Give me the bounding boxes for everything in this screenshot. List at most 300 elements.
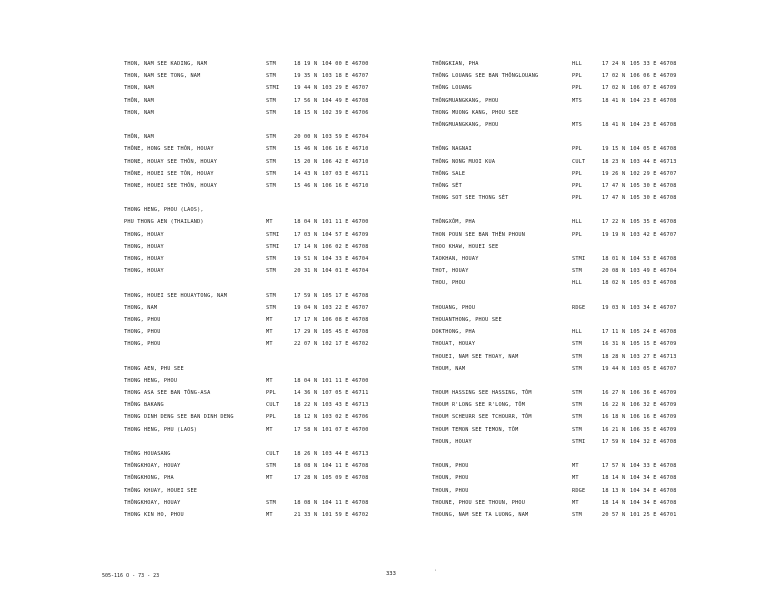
gazetteer-entry (124, 326, 424, 338)
row-spacer (124, 277, 424, 289)
entry-latitude: 19 44 N (602, 365, 626, 372)
entry-longitude: 105 03 E 46708 (630, 280, 677, 287)
gazetteer-entry (432, 156, 748, 168)
entry-longitude: 104 11 E 46708 (322, 499, 369, 506)
entry-longitude: 103 29 E 46707 (322, 85, 369, 92)
entry-latitude: 18 08 N (294, 499, 318, 506)
entry-longitude: 102 39 E 46706 (322, 109, 369, 116)
entry-latitude: 18 04 N (294, 377, 318, 384)
entry-name: THONG HENG, PHU (LAOS) (124, 426, 198, 433)
gazetteer-entry (432, 509, 748, 521)
entry-longitude: 106 06 E 46709 (630, 73, 677, 80)
entry-name: THONG, PHOU (124, 341, 161, 348)
entry-longitude: 107 03 E 46711 (322, 170, 369, 177)
entry-type: STM (266, 268, 276, 275)
entry-longitude: 104 23 E 46708 (630, 121, 677, 128)
footer-code: 505-116 O - 73 - 23 (102, 573, 160, 579)
entry-type: STM (266, 292, 276, 299)
row-spacer (124, 436, 424, 448)
entry-latitude: 17 58 N (294, 426, 318, 433)
entry-longitude: 103 18 E 46707 (322, 73, 369, 80)
entry-longitude: 104 33 E 46704 (322, 256, 369, 262)
entry-latitude: 18 02 N (602, 280, 626, 287)
entry-latitude: 19 51 N (294, 256, 318, 262)
entry-name: THON POUN SEE BAN THÈN PHOUN (432, 231, 526, 238)
gazetteer-entry (432, 387, 748, 399)
entry-type: PPL (572, 231, 582, 238)
gazetteer-entry (432, 192, 748, 204)
entry-latitude: 19 26 N (602, 170, 626, 177)
entry-latitude: 20 31 N (294, 268, 318, 275)
gazetteer-entry (124, 411, 424, 423)
entry-longitude: 103 34 E 46707 (630, 304, 677, 311)
entry-name: THOT, HOUAY (432, 268, 469, 275)
entry-name: THOUM SCHEURR SEE TCHOURR, TÔM (432, 414, 532, 421)
entry-type: STM (266, 158, 276, 165)
gazetteer-entry (432, 253, 748, 265)
entry-name: THOUM R'LONG SEE R'LONG, TÔM (432, 402, 526, 409)
entry-type: STM (266, 256, 276, 262)
gazetteer-entry (432, 302, 748, 314)
entry-latitude: 17 47 N (602, 195, 626, 202)
entry-latitude: 16 18 N (602, 414, 626, 421)
entry-name: THOUN, PHOU (432, 487, 469, 494)
gazetteer-entry (124, 460, 424, 472)
entry-latitude: 17 11 N (602, 329, 626, 336)
gazetteer-entry (124, 472, 424, 484)
left-column (124, 58, 424, 521)
entry-name: THOUNG, NAM SEE TA LUONG, NAM (432, 511, 529, 518)
entry-type: HLL (572, 61, 582, 67)
entry-name: PHU THONG AEN (THAILAND) (124, 219, 204, 226)
entry-longitude: 103 02 E 46706 (322, 414, 369, 421)
entry-longitude: 104 11 E 46708 (322, 463, 369, 470)
entry-type: CULT (266, 451, 280, 457)
entry-longitude: 105 17 E 46708 (322, 292, 369, 299)
entry-name: THON, NAM SEE KADING, NAM (124, 61, 208, 67)
entry-type: STM (572, 341, 582, 348)
entry-type: RDGE (572, 304, 586, 311)
entry-name: THOUM, NAM (432, 365, 466, 372)
entry-type: PPL (572, 73, 582, 80)
entry-longitude: 101 59 E 46702 (322, 511, 369, 518)
gazetteer-entry (124, 387, 424, 399)
entry-name: THON, NAM (124, 85, 154, 92)
gazetteer-entry (124, 265, 424, 277)
entry-longitude: 106 32 E 46709 (630, 402, 677, 409)
entry-name: THONG, HOUEI SEE HOUAYTONG, NAM (124, 292, 228, 299)
gazetteer-entry (432, 436, 748, 448)
entry-name: THON, NAM SEE TONG, NAM (124, 73, 201, 80)
gazetteer-entry (124, 399, 424, 411)
gazetteer-entry (124, 82, 424, 94)
entry-type: STM (266, 499, 276, 506)
entry-longitude: 105 30 E 46708 (630, 195, 677, 202)
gazetteer-entry (432, 168, 748, 180)
entry-latitude: 18 04 N (294, 219, 318, 226)
entry-longitude: 103 05 E 46707 (630, 365, 677, 372)
entry-latitude: 17 24 N (602, 61, 626, 67)
entry-latitude: 14 43 N (294, 170, 318, 177)
entry-longitude: 105 15 E 46709 (630, 341, 677, 348)
gazetteer-entry (432, 143, 748, 155)
footer-mark: ' (434, 569, 437, 574)
gazetteer-entry (432, 424, 748, 436)
entry-longitude: 105 24 E 46708 (630, 329, 677, 336)
gazetteer-entry (432, 241, 748, 253)
entry-latitude: 16 27 N (602, 390, 626, 397)
entry-name: THONG, PHOU (124, 329, 161, 336)
entry-longitude: 104 34 E 46708 (630, 499, 677, 506)
entry-latitude: 17 57 N (602, 463, 626, 470)
entry-name: THONG, HOUAY (124, 231, 164, 238)
entry-name: THÔNG KHUAY, HOUEI SEE (124, 487, 198, 494)
entry-name: THÔNG HOUASANG (124, 451, 171, 457)
entry-longitude: 104 32 E 46708 (630, 438, 677, 445)
entry-longitude: 105 09 E 46708 (322, 475, 369, 482)
entry-type: STM (572, 365, 582, 372)
entry-latitude: 18 41 N (602, 97, 626, 104)
entry-latitude: 15 46 N (294, 182, 318, 189)
entry-latitude: 19 44 N (294, 85, 318, 92)
entry-type: PPL (572, 146, 582, 153)
entry-type: MT (572, 499, 579, 506)
entry-latitude: 17 22 N (602, 219, 626, 226)
entry-type: MTS (572, 97, 582, 104)
entry-type: STM (266, 109, 276, 116)
entry-type: STM (572, 414, 582, 421)
entry-longitude: 106 42 E 46710 (322, 158, 369, 165)
entry-name: THOO KHAW, HOUEI SEE (432, 243, 499, 250)
entry-latitude: 16 31 N (602, 341, 626, 348)
entry-latitude: 17 29 N (294, 329, 318, 336)
entry-latitude: 16 22 N (602, 402, 626, 409)
gazetteer-entry (432, 399, 748, 411)
entry-longitude: 103 59 E 46704 (322, 134, 369, 141)
gazetteer-entry (432, 460, 748, 472)
gazetteer-entry (432, 363, 748, 375)
gazetteer-entry (432, 411, 748, 423)
entry-name: THÔNG SALE (432, 170, 466, 177)
entry-name: THÔNGKHONG, PHA (124, 475, 174, 482)
entry-longitude: 106 16 E 46710 (322, 146, 369, 153)
entry-name: THÔN, NAM (124, 97, 154, 104)
gazetteer-entry (124, 241, 424, 253)
gazetteer-entry (432, 95, 748, 107)
entry-longitude: 104 53 E 46708 (630, 256, 677, 262)
entry-type: STM (266, 182, 276, 189)
gazetteer-entry (124, 302, 424, 314)
gazetteer-entry (432, 229, 748, 241)
gazetteer-entry (124, 70, 424, 82)
entry-name: THONG ASA SEE BAN TÔNG-ASA (124, 390, 211, 397)
gazetteer-entry (124, 58, 424, 70)
gazetteer-entry (124, 375, 424, 387)
entry-longitude: 106 16 E 46709 (630, 414, 677, 421)
entry-name: THOUN, PHOU (432, 463, 469, 470)
entry-type: STM (266, 73, 276, 80)
entry-latitude: 18 14 N (602, 475, 626, 482)
entry-latitude: 18 28 N (602, 353, 626, 360)
entry-name: THOUN, HOUAY (432, 438, 472, 445)
entry-latitude: 17 56 N (294, 97, 318, 104)
entry-type: STMI (266, 243, 280, 250)
entry-type: PPL (572, 170, 582, 177)
entry-latitude: 18 14 N (602, 499, 626, 506)
gazetteer-entry (432, 265, 748, 277)
entry-name: THONG AEN, PHU SEE (124, 365, 184, 372)
entry-type: PPL (266, 414, 276, 421)
entry-longitude: 105 30 E 46708 (630, 182, 677, 189)
entry-latitude: 22 07 N (294, 341, 318, 348)
gazetteer-entry (124, 363, 424, 375)
entry-latitude: 18 41 N (602, 121, 626, 128)
entry-name: THÔN, NAM (124, 134, 154, 141)
entry-latitude: 17 03 N (294, 231, 318, 238)
entry-longitude: 104 34 E 46708 (630, 475, 677, 482)
gazetteer-entry (124, 485, 424, 497)
gazetteer-entry (124, 509, 424, 521)
entry-latitude: 18 15 N (294, 109, 318, 116)
entry-latitude: 17 59 N (294, 292, 318, 299)
entry-type: PPL (572, 182, 582, 189)
entry-longitude: 106 16 E 46710 (322, 182, 369, 189)
entry-name: THONG KIN HO, PHOU (124, 511, 184, 518)
gazetteer-entry (124, 156, 424, 168)
row-spacer (432, 204, 748, 216)
entry-latitude: 17 59 N (602, 438, 626, 445)
entry-type: STMI (266, 85, 280, 92)
entry-type: MT (266, 426, 273, 433)
gazetteer-entry (432, 326, 748, 338)
entry-name: THONG, HOUAY (124, 268, 164, 275)
entry-type: MT (572, 475, 579, 482)
entry-name: THONE, HOUAY SEE THÔN, HOUAY (124, 158, 218, 165)
entry-type: HLL (572, 219, 582, 226)
entry-name: THONG, NAM (124, 304, 158, 311)
entry-type: STM (266, 97, 276, 104)
gazetteer-entry (432, 485, 748, 497)
entry-name: THÔNE, HONG SEE THÔN, HOUAY (124, 146, 214, 153)
entry-name: THONG HENG, PHOU (124, 377, 178, 384)
gazetteer-entry (124, 131, 424, 143)
entry-type: STM (572, 268, 582, 275)
gazetteer-entry (124, 107, 424, 119)
gazetteer-entry (432, 216, 748, 228)
entry-type: MT (266, 329, 273, 336)
entry-name: THONG HENG, PHOU (LAOS), (124, 207, 204, 214)
entry-name: THOUANTHONG, PHOU SEE (432, 316, 502, 323)
entry-longitude: 106 02 E 46708 (322, 243, 369, 250)
entry-longitude: 107 05 E 46711 (322, 390, 369, 397)
entry-longitude: 104 34 E 46708 (630, 487, 677, 494)
gazetteer-entry (124, 424, 424, 436)
entry-type: MT (266, 377, 273, 384)
entry-type: STM (572, 426, 582, 433)
entry-type: MT (266, 511, 273, 518)
gazetteer-entry (124, 290, 424, 302)
entry-name: THONG, PHOU (124, 316, 161, 323)
row-spacer (124, 192, 424, 204)
entry-name: THON, NAM (124, 109, 154, 116)
entry-name: THOUM TEMON SEE TEMON, TÔM (432, 426, 519, 433)
entry-type: MT (572, 463, 579, 470)
entry-latitude: 19 15 N (602, 146, 626, 153)
entry-longitude: 103 49 E 46704 (630, 268, 677, 275)
entry-type: STMI (266, 231, 280, 238)
entry-latitude: 20 08 N (602, 268, 626, 275)
entry-name: THÔNGMUANGKANG, PHOU (432, 121, 499, 128)
entry-longitude: 103 27 E 46713 (630, 353, 677, 360)
gazetteer-entry (124, 168, 424, 180)
entry-latitude: 18 01 N (602, 256, 626, 262)
entry-latitude: 15 20 N (294, 158, 318, 165)
entry-type: PPL (572, 195, 582, 202)
entry-name: THÔNG NONG MUOI KUA (432, 158, 496, 165)
entry-latitude: 18 22 N (294, 402, 318, 409)
entry-name: THÔNE, HOUEI SEE TÔN, HOUAY (124, 170, 214, 177)
entry-latitude: 17 47 N (602, 182, 626, 189)
entry-longitude: 106 08 E 46708 (322, 316, 369, 323)
entry-latitude: 18 23 N (602, 158, 626, 165)
entry-name: THOUEI, NAM SEE THOAY, NAM (432, 353, 519, 360)
entry-longitude: 105 33 E 46708 (630, 61, 677, 67)
entry-longitude: 101 07 E 46700 (322, 426, 369, 433)
entry-type: MT (266, 219, 273, 226)
gazetteer-entry (432, 70, 748, 82)
entry-type: STM (266, 304, 276, 311)
entry-latitude: 19 04 N (294, 304, 318, 311)
entry-name: THÔNGXÔM, PHA (432, 219, 476, 226)
entry-latitude: 18 13 N (602, 487, 626, 494)
entry-longitude: 103 44 E 46713 (322, 451, 369, 457)
entry-name: TAOKHAN, HOUAY (432, 256, 479, 262)
entry-latitude: 17 14 N (294, 243, 318, 250)
entry-type: PPL (572, 85, 582, 92)
entry-name: THOU, PHOU (432, 280, 466, 287)
entry-latitude: 16 21 N (602, 426, 626, 433)
row-spacer (432, 448, 748, 460)
entry-longitude: 103 44 E 46713 (630, 158, 677, 165)
entry-longitude: 105 35 E 46708 (630, 219, 677, 226)
gazetteer-entry (124, 314, 424, 326)
entry-latitude: 17 28 N (294, 475, 318, 482)
entry-name: THOUM HASSING SEE HASSING, TÔM (432, 390, 532, 397)
entry-latitude: 19 35 N (294, 73, 318, 80)
entry-latitude: 14 36 N (294, 390, 318, 397)
entry-type: HLL (572, 329, 582, 336)
entry-type: HLL (572, 280, 582, 287)
gazetteer-entry (124, 180, 424, 192)
entry-type: STM (572, 402, 582, 409)
entry-type: CULT (266, 402, 280, 409)
gazetteer-entry (432, 107, 748, 119)
entry-latitude: 17 02 N (602, 85, 626, 92)
entry-name: THÔNG NAGNAI (432, 146, 472, 153)
gazetteer-entry (124, 216, 424, 228)
entry-longitude: 103 42 E 46707 (630, 231, 677, 238)
entry-name: THÔNG SÉT (432, 182, 462, 189)
entry-longitude: 102 29 E 46707 (630, 170, 677, 177)
entry-longitude: 104 33 E 46708 (630, 463, 677, 470)
gazetteer-entry (124, 143, 424, 155)
entry-name: THOUANG, PHOU (432, 304, 476, 311)
entry-longitude: 104 57 E 46709 (322, 231, 369, 238)
entry-name: THÔNGKHOAY, HOUAY (124, 463, 181, 470)
gazetteer-entry (432, 58, 748, 70)
entry-longitude: 106 35 E 46709 (630, 426, 677, 433)
gazetteer-entry (124, 497, 424, 509)
entry-longitude: 105 45 E 46708 (322, 329, 369, 336)
gazetteer-entry (432, 314, 748, 326)
gazetteer-entry (124, 204, 424, 216)
entry-longitude: 103 43 E 46713 (322, 402, 369, 409)
entry-longitude: 106 36 E 46709 (630, 390, 677, 397)
gazetteer-entry (432, 180, 748, 192)
entry-latitude: 19 03 N (602, 304, 626, 311)
entry-type: STM (266, 170, 276, 177)
entry-name: THONG, HOUAY (124, 256, 164, 262)
gazetteer-entry (432, 338, 748, 350)
gazetteer-entry (124, 338, 424, 350)
entry-type: STMI (572, 256, 586, 262)
entry-type: MT (266, 316, 273, 323)
entry-longitude: 104 49 E 46708 (322, 97, 369, 104)
entry-type: STM (572, 390, 582, 397)
entry-latitude: 18 26 N (294, 451, 318, 457)
entry-latitude: 20 00 N (294, 134, 318, 141)
gazetteer-entry (124, 229, 424, 241)
entry-type: STM (266, 463, 276, 470)
entry-type: MT (266, 341, 273, 348)
entry-longitude: 104 05 E 46708 (630, 146, 677, 153)
row-spacer (432, 290, 748, 302)
entry-latitude: 17 02 N (602, 73, 626, 80)
entry-name: THONE, HOUEI SEE THÔN, HOUAY (124, 182, 218, 189)
row-spacer (432, 375, 748, 387)
entry-type: STM (572, 511, 582, 518)
entry-type: STM (266, 146, 276, 153)
entry-name: THÔNG BAKANG (124, 402, 164, 409)
entry-longitude: 101 11 E 46700 (322, 377, 369, 384)
row-spacer (124, 119, 424, 131)
entry-name: THÔNG LOUANG SEE BAN THÔNGLOUANG (432, 73, 539, 80)
entry-type: STM (572, 353, 582, 360)
entry-latitude: 17 17 N (294, 316, 318, 323)
entry-type: RDGE (572, 487, 586, 494)
gazetteer-entry (432, 351, 748, 363)
row-spacer (432, 131, 748, 143)
gazetteer-entry (432, 119, 748, 131)
entry-name: THONG SOT SEE THONG SÉT (432, 195, 509, 202)
gazetteer-entry (432, 277, 748, 289)
entry-latitude: 19 19 N (602, 231, 626, 238)
entry-latitude: 18 08 N (294, 463, 318, 470)
entry-type: STMI (572, 438, 586, 445)
page-number: 333 (386, 571, 396, 577)
entry-longitude: 102 17 E 46702 (322, 341, 369, 348)
entry-longitude: 104 00 E 46700 (322, 61, 369, 67)
right-column (432, 58, 748, 521)
entry-name: THÔNGKHOAY, HOUAY (124, 499, 181, 506)
entry-name: DOKTHONG, PHA (432, 329, 476, 336)
entry-latitude: 18 19 N (294, 61, 318, 67)
gazetteer-entry (124, 95, 424, 107)
gazetteer-entry (124, 448, 424, 460)
entry-name: THONG DINH DENG SEE BAN DINH DENG (124, 414, 234, 421)
entry-type: CULT (572, 158, 586, 165)
entry-type: PPL (266, 390, 276, 397)
